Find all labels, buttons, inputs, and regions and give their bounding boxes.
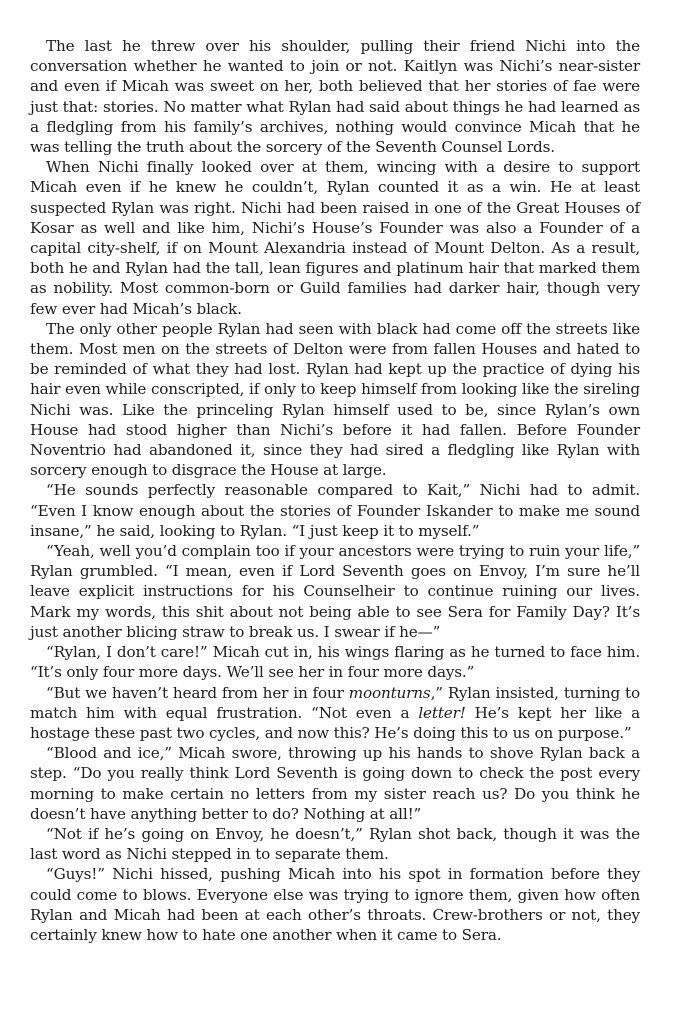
paragraph: “Blood and ice,” Micah swore, throwing up his hands to shove Rylan back a step. “Do you really think Lord Seventh is going down to check the post every morning to make certain no letters from my sister reach us? Do you think he doesn’t have anything better to do? Nothing at all!”: [30, 744, 640, 823]
paragraph: “Yeah, well you’d complain too if your ancestors were trying to ruin your life,” Rylan grumbled. “I mean, even if Lord Seventh goes on Envoy, I’m sure he’ll leave explicit instructions for his Counselheir to continue ruining our lives. Mark my words, this shit about not being able to see Sera for Family Day? It’s just another blicing straw to break us. I swear if he—”: [30, 542, 640, 641]
paragraph: The last he threw over his shoulder, pulling their friend Nichi into the conversation whether he wanted to join or not. Kaitlyn was Nichi’s near-sister and even if Micah was sweet on her, both believed that her stories of fae were just that: stories. No matter what Rylan had said about things he had learned as a fledgling from his family’s archives, nothing would convince Micah that he was telling the truth about the sorcery of the Seventh Counsel Lords.: [30, 37, 640, 157]
paragraph: The only other people Rylan had seen with black had come off the streets like them. Most men on the streets of Delton were from fallen Houses and hated to be reminded of what they had lost. Rylan had kept up the practice of dying his hair even while conscripted, if only to keep himself from looking like the sireling Nichi was. Like the princeling Rylan himself used to be, since Rylan’s own House had stood higher than Nichi’s before it had fallen. Before Founder Noventrio had abandoned it, since they had sired a fledgling like Rylan with sorcery enough to disgrace the House at large.: [30, 319, 640, 480]
paragraph: “He sounds perfectly reasonable compared to Kait,” Nichi had to admit. “Even I know enough about the stories of Founder Iskander to make me sound insane,” he said, looking to Rylan. “I just keep it to myself.”: [30, 481, 640, 540]
paragraph: “Not if he’s going on Envoy, he doesn’t,” Rylan shot back, though it was the last word as Nichi stepped in to separate them.: [30, 824, 640, 864]
paragraph: When Nichi finally looked over at them, wincing with a desire to support Micah even if he knew he couldn’t, Rylan counted it as a win. He at least suspected Rylan was right. Nichi had been raised in one of the Great Houses of Kosar as well and like him, Nichi’s House’s Founder was also a Founder of a capital city-shelf, if on Mount Alexandria instead of Mount Delton. As a result, both he and Rylan had the tall, lean figures and platinum hair that marked them as nobility. Most common-born or Guild families had darker hair, though very few ever had Micah’s black.: [30, 158, 640, 318]
emphasis: letter!: [418, 703, 466, 722]
paragraph: “But we haven’t heard from her in four moonturns,” Rylan insisted, turning to match him with equal frustration. “Not even a letter! He’s kept her like a hostage these past two cycles, and now this? He’s doing this to us on purpose.”: [30, 683, 640, 742]
emphasis: moonturns: [348, 683, 431, 702]
paragraph: “Rylan, I don’t care!” Micah cut in, his wings flaring as he turned to face him. “It’s only four more days. We’ll see her in four more days.”: [30, 643, 640, 682]
paragraph: “Guys!” Nichi hissed, pushing Micah into his spot in formation before they could come to blows. Everyone else was trying to ignore them, given how often Rylan and Micah had been at each other’s throats. Crew-brothers or not, they certainly knew how to hate one another when it came to Sera.: [30, 865, 640, 944]
